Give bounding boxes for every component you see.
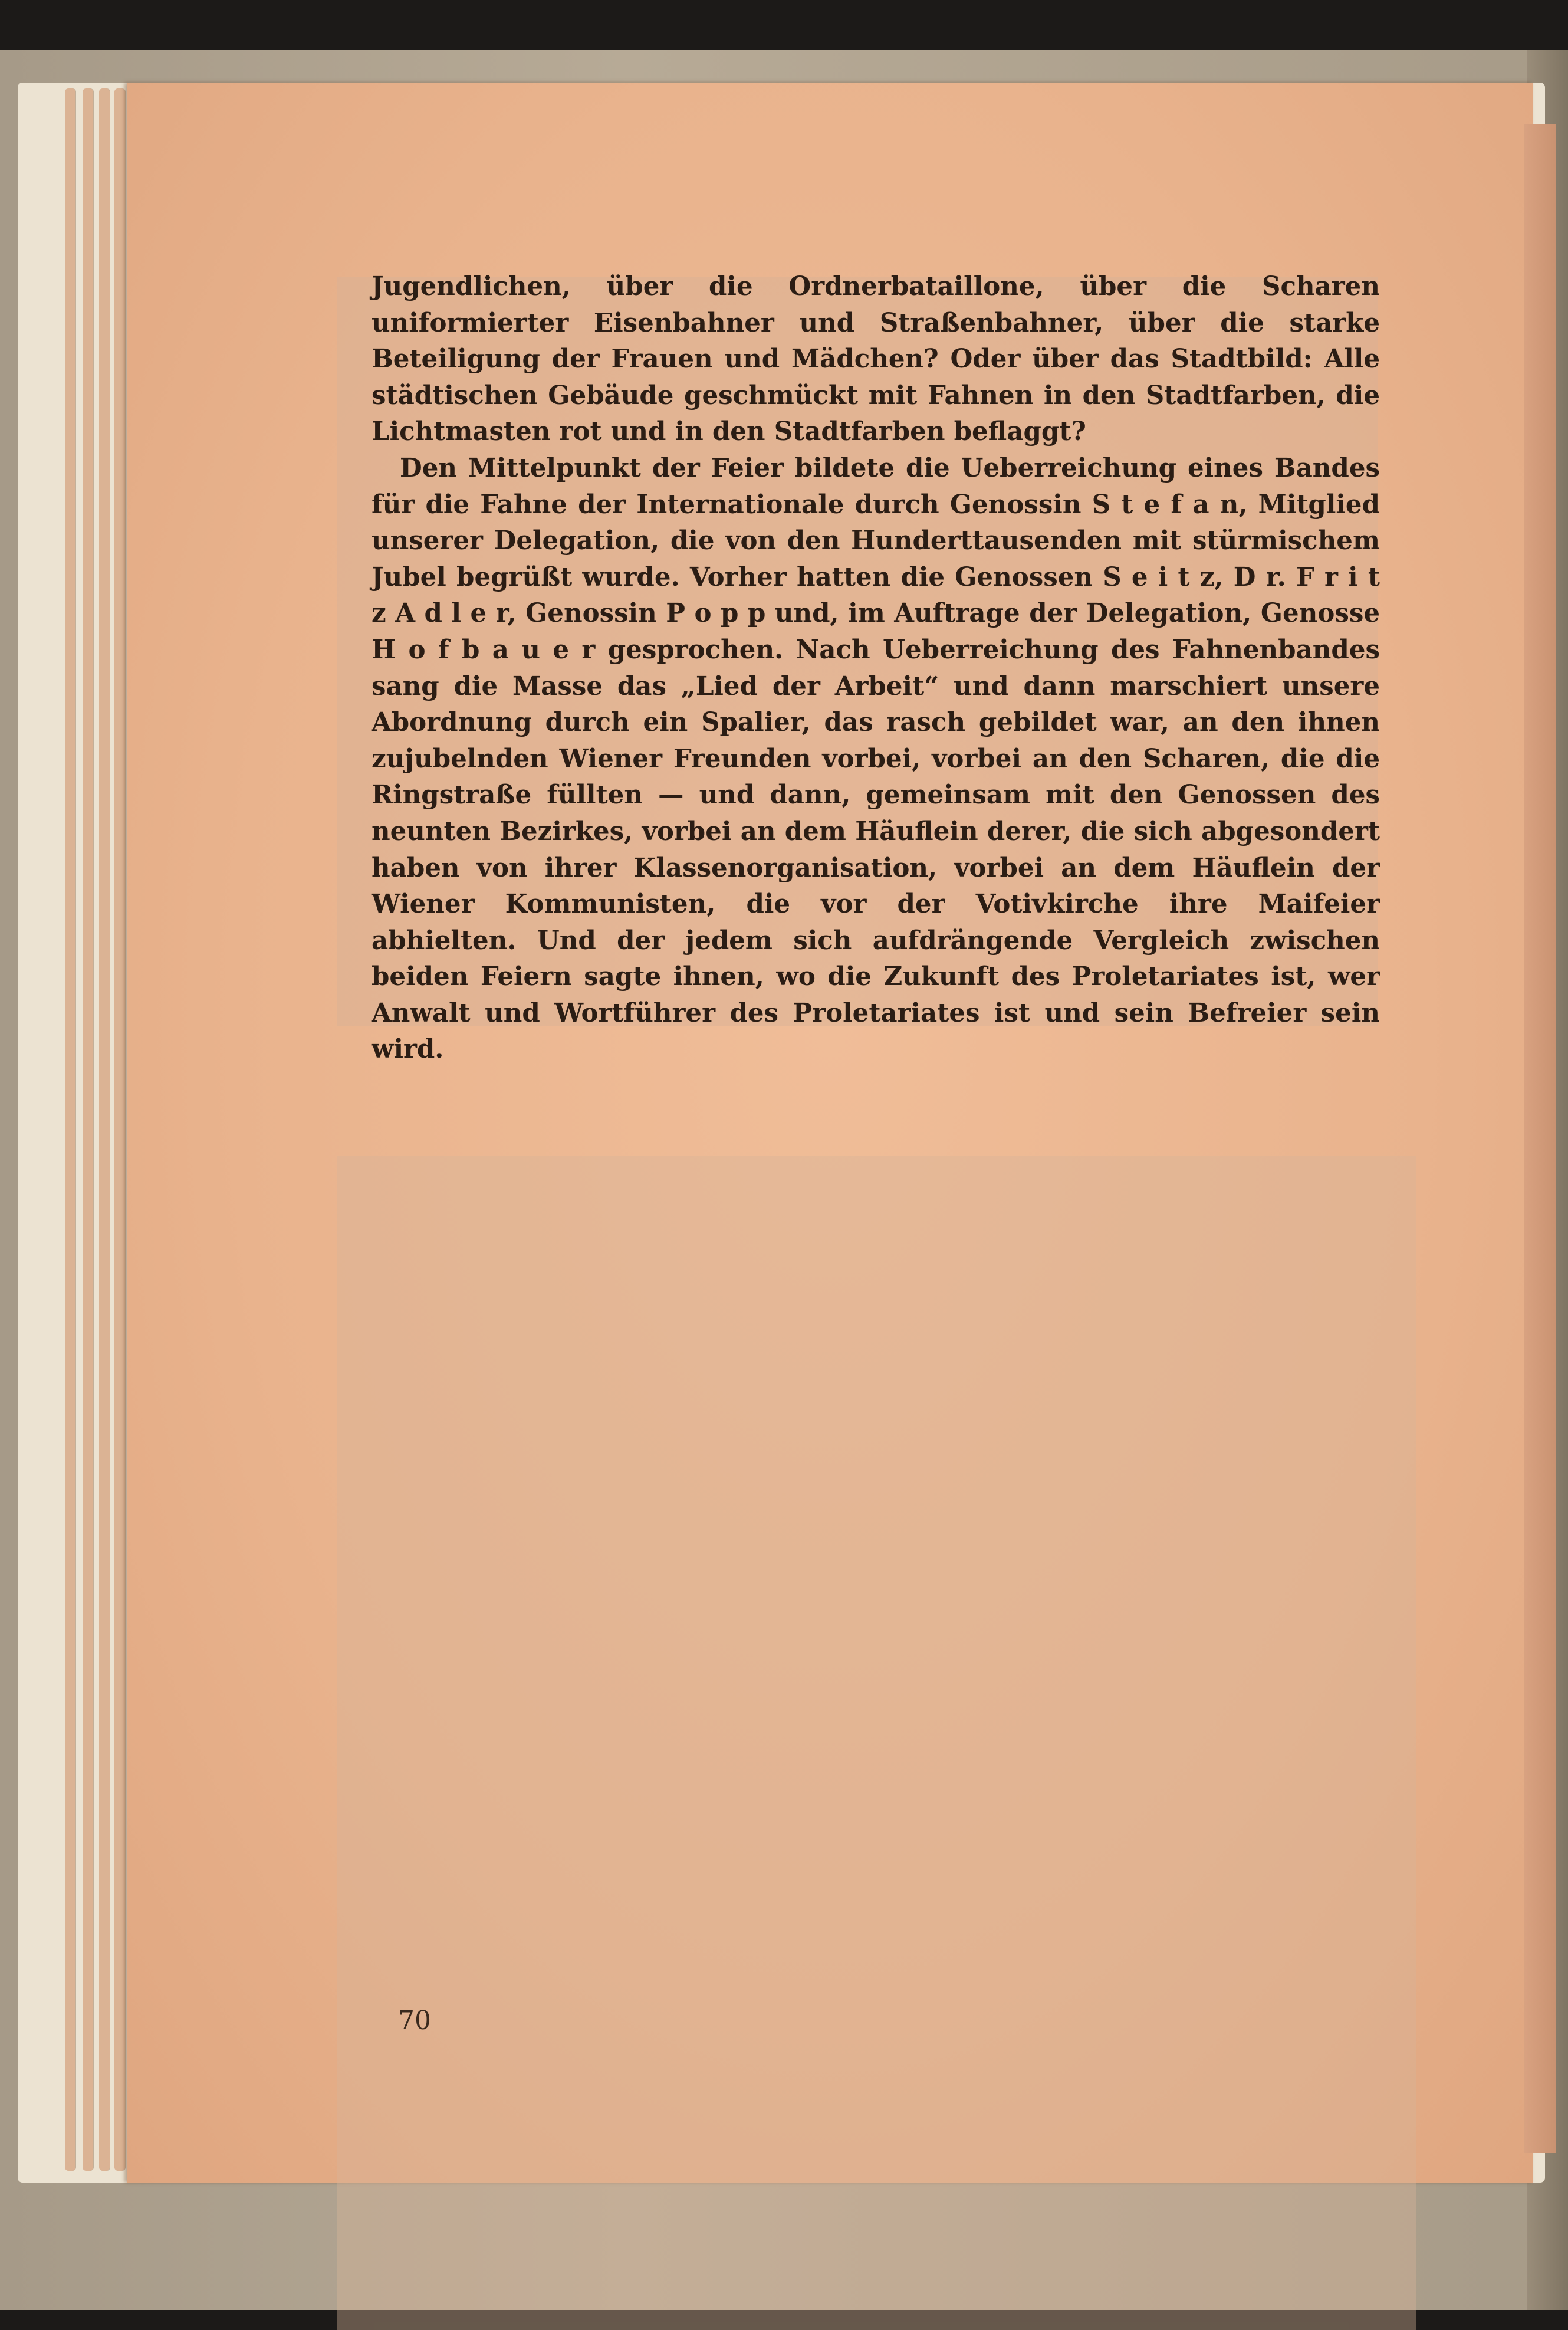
body-text [372, 268, 1380, 1068]
page-edge [83, 88, 93, 2171]
page-edge [65, 88, 75, 2171]
paragraph-1: Jugendlichen, über die Ordnerbataillone, über die Scharen uniformierter Eisenbahner und Straßenbahner, über die starke Beteiligung der Frauen und Mädchen? Oder über das Stadtbild: Alle städtischen Gebäude geschmückt mit Fahnen in den Stadtfarben, die Lichtmasten rot und in den Stadtfarben beflaggt? [372, 271, 1380, 447]
page-edge [114, 88, 125, 2171]
page-number: 70 [398, 2006, 431, 2036]
page-edge [99, 88, 110, 2171]
paragraph-2: Den Mittelpunkt der Feier bildete die Ueberreichung eines Bandes für die Fahne der Internationale durch Genossin S t e f a n, Mitglied unserer Delegation, die von den Hunderttausenden mit stürmischem Jubel begrüßt wurde. Vorher hatten die Genossen S e i t z, D r. F r i t z A d l e r, Genossin P o p p und, im Auftrage der Delegation, Genosse H o f b a u e r gesprochen. Nach Ueberreichung des Fahnenbandes sang die Masse das „Lied der Arbeit“ und dann marschiert unsere Abordnung durch ein Spalier, das rasch gebildet war, an den ihnen zujubelnden Wiener Freunden vorbei, vorbei an den Scharen, die die Ringstraße füllten — und dann, gemeinsam mit den Genossen des neunten Bezirkes, vorbei an dem Häuflein derer, die sich abgesondert haben von ihrer Klassenorganisation, vorbei an dem Häuflein der Wiener Kommunisten, die vor der Votivkirche ihre Maifeier abhielten. Und der jedem sich aufdrängende Vergleich zwischen beiden Feiern sagte ihnen, wo die Zukunft des Proletariates ist, wer Anwalt und Wortführer des Proletariates ist und sein Befreier sein wird. [372, 452, 1380, 1065]
page-right-edge [1524, 124, 1556, 2153]
blank-area-shade [337, 1156, 1416, 2330]
